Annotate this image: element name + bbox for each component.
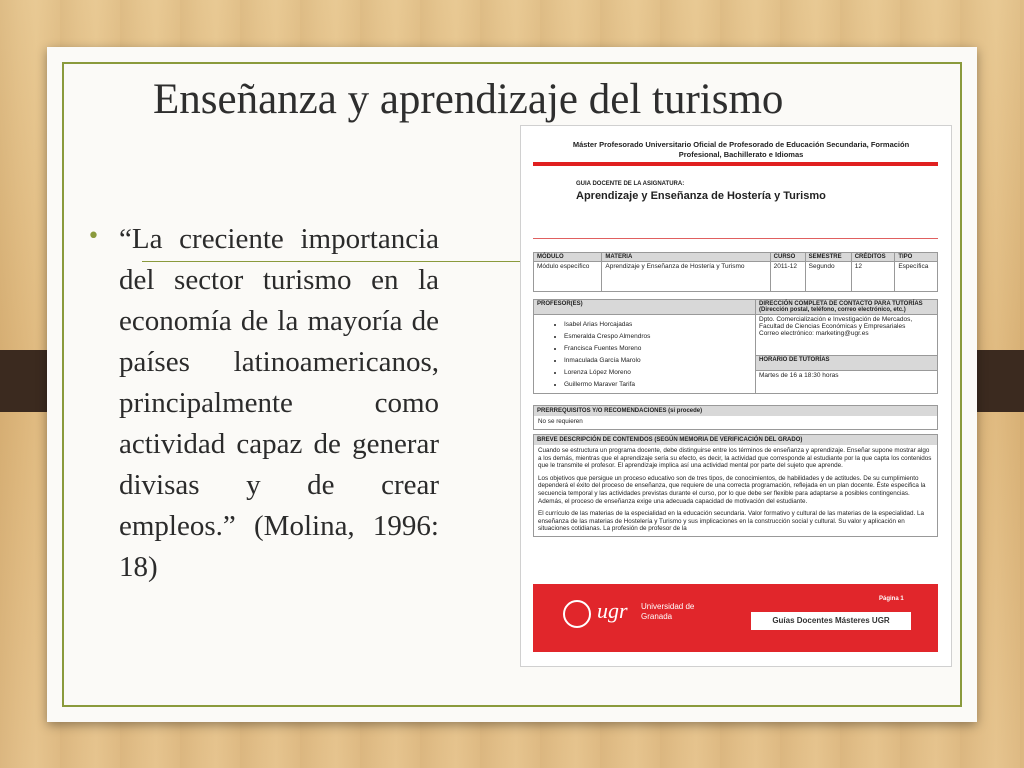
td-materia: Aprendizaje y Enseñanza de Hostería y Turismo: [602, 262, 770, 292]
page-number: Página 1: [879, 596, 904, 602]
th-profesores: PROFESOR(ES): [534, 300, 756, 315]
list-item: • Lorenza López Moreno: [564, 367, 755, 379]
doc-footer: [533, 584, 938, 652]
prereq-label: PRERREQUISITOS Y/O RECOMENDACIONES (si procede): [534, 406, 937, 416]
th-contacto: DIRECCIÓN COMPLETA DE CONTACTO PARA TUTORÍAS (Dirección postal, teléfono, correo electrónico, etc.): [756, 300, 938, 315]
university-seal-icon: [563, 600, 591, 628]
th-semestre: SEMESTRE: [805, 253, 851, 262]
th-materia: MATERIA: [602, 253, 770, 262]
td-horario: Martes de 16 a 18:30 horas: [756, 371, 938, 394]
td-profesores: [534, 315, 756, 394]
th-tipo: TIPO: [895, 253, 938, 262]
breve-para-3: El currículo de las materias de la especialidad en la educación secundaria. Valor formativo y cultural de las materias de la especialidad. La enseñanza de las materias de Hostelería y Turismo y sus implicaciones en la construcción social y cultural. Su valor y aplicación en situaciones cotidianas. La profesión de profesor de la: [538, 510, 924, 533]
doc-red-rule: [533, 162, 938, 166]
email-text: Correo electrónico: marketing@ugr.es: [759, 330, 869, 337]
doc-profesores-table: [533, 299, 938, 394]
document-image: [520, 125, 952, 667]
th-horario: HORARIO DE TUTORÍAS: [756, 355, 938, 370]
breve-para-2: Los objetivos que persigue un proceso educativo son de tres tipos, de conocimientos, de habilidades y de actitudes. De su cumplimiento dependerá el éxito del proceso de enseñanza, que requiere de una correcta programación, reflejada en un plan docente. Éste especifica la secuencia temporal y las actividades previstas durante el curso, por lo que debe ser flexible para adaptarse a posibles contingencias. Además, el proceso de enseñanza exige una adecuada capacidad de motivación del estudiante.: [538, 474, 926, 505]
td-modulo: Módulo específico: [534, 262, 602, 292]
th-creditos: CRÉDITOS: [851, 253, 895, 262]
th-modulo: MÓDULO: [534, 253, 602, 262]
slide-card: [47, 47, 977, 722]
contact-text: Dpto. Comercialización e Investigación de Mercados, Facultad de Ciencias Económicas y Empresariales: [759, 316, 913, 330]
quote-text: “La creciente importancia del sector turismo en la economía de la mayoría de países latinoamericanos, principalmente como actividad capaz de generar divisas y de crear empleos.” (Molina, 1996: 18): [119, 223, 439, 583]
list-item: • Francisca Fuentes Moreno: [564, 343, 755, 355]
doc-subject: Aprendizaje y Enseñanza de Hostería y Turismo: [576, 190, 826, 202]
slide-title: Enseñanza y aprendizaje del turismo: [153, 76, 784, 123]
prereq-text: No se requieren: [538, 418, 583, 425]
td-semestre: Segundo: [805, 262, 851, 292]
list-item: • Inmaculada García Marolo: [564, 355, 755, 367]
ugr-logo: ugr: [597, 598, 628, 623]
list-item: • Guillermo Maraver Tarifa: [564, 379, 755, 391]
doc-header: Máster Profesorado Universitario Oficial de Profesorado de Educación Secundaria, Formación Profesional, Bachillerato e Idiomas: [572, 140, 910, 159]
list-item: • Isabel Arias Horcajadas: [564, 319, 755, 331]
doc-breve-section: [533, 434, 938, 537]
profesores-list: [534, 315, 755, 393]
doc-thin-rule: [533, 238, 938, 239]
breve-para-1: Cuando se estructura un programa docente, debe distinguirse entre los términos de enseñanza y aprendizaje. Enseñar supone mostrar algo a los demás, mientras que el aprendizaje sería su efecto, es decir, la actividad que corresponde al estudiante por la que capta los contenidos que le transmite el profesor. El aprendizaje implica así una actividad mental por parte del sujeto que aprende.: [538, 447, 932, 470]
doc-guide-label: GUIA DOCENTE DE LA ASIGNATURA:: [576, 181, 685, 187]
td-creditos: 12: [851, 262, 895, 292]
list-item: • Esmeralda Crespo Almendros: [564, 331, 755, 343]
th-curso: CURSO: [770, 253, 805, 262]
td-curso: 2011-12: [770, 262, 805, 292]
guias-box: Guías Docentes Másteres UGR: [751, 612, 911, 630]
university-name: Universidad de Granada: [641, 602, 695, 621]
doc-prereq-section: [533, 405, 938, 430]
breve-label: BREVE DESCRIPCIÓN DE CONTENIDOS (SEGÚN MEMORIA DE VERIFICACIÓN DEL GRADO): [534, 435, 937, 445]
td-tipo: Específica: [895, 262, 938, 292]
bullet-icon: •: [87, 224, 100, 249]
doc-course-table: [533, 252, 938, 292]
td-contacto: [756, 315, 938, 356]
